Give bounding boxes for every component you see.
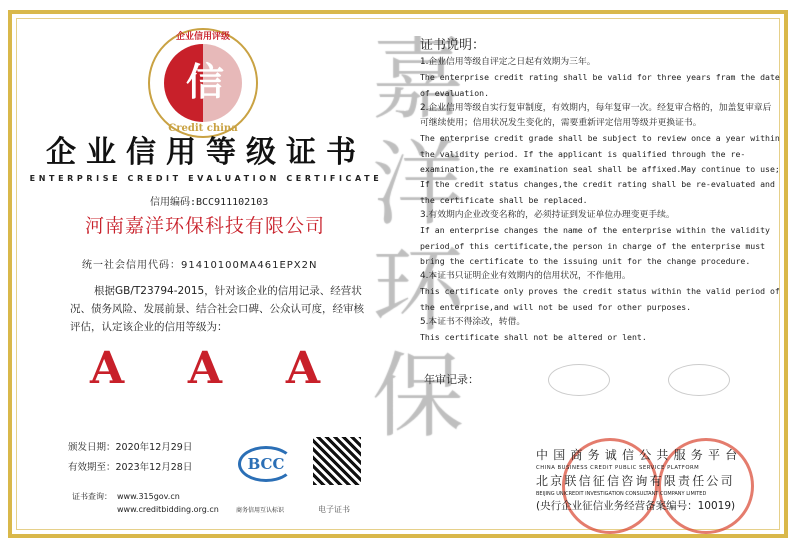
note-en: The enterprise credit grade shall be subject to review once a year within the validity period. If the applicant is qualified through the re-examination,the re examination seal shall be affixed.May continue to use; If the credit status changes,the credit rating shall be re-evaluated and the certificate shall be replaced. xyxy=(420,133,780,205)
url-link[interactable]: www.315gov.cn xyxy=(117,492,180,501)
note-en: The enterprise credit rating shall be valid for three years fram the date of evaluation. xyxy=(420,72,780,98)
grade-letter: A xyxy=(90,343,125,394)
note-cn: 5.本证书不得涂改，转借。 xyxy=(420,317,526,328)
grade-letter: A xyxy=(285,343,320,394)
issuer-cn-2: 北京联信征信咨询有限责任公司 xyxy=(536,474,735,488)
issuer-cn-1: 中国商务诚信公共服务平台 xyxy=(536,448,743,462)
valid-until: 有效期至：2023年12月28日 xyxy=(68,462,193,473)
annual-review-label: 年审记录： xyxy=(424,373,479,386)
issuer-en-1: CHINA BUSINESS CREDIT PUBLIC SERVICE PLATFORM xyxy=(536,465,700,471)
grade-letter: A xyxy=(187,343,223,394)
credit-grade xyxy=(90,344,320,394)
qr-code[interactable] xyxy=(313,437,361,485)
note-cn: 1.企业信用等级自评定之日起有效期为三年。 xyxy=(420,57,596,67)
logo-top-text: 企业信用评级 xyxy=(175,32,230,42)
query-label: 证书查询： xyxy=(72,492,112,501)
note-en: If an enterprise changes the name of the enterprise within the validity period of this certificate,the person in charge of the enterprise must bring the certificate to the issuing unit for the change procedure. xyxy=(420,225,770,266)
certificate-title: 企业信用等级证书 xyxy=(46,135,366,170)
credit-code: 信用编码:BCC911102103 xyxy=(150,197,269,208)
note-en: This certificate shall not be altered or lent. xyxy=(420,332,647,343)
note-cn: 3.有效期内企业改变名称的，必须持证到发证单位办理变更手续。 xyxy=(420,209,675,220)
logo-bottom-text: Credit china xyxy=(168,123,238,134)
note-cn: 2.企业信用等级自实行复审制度，有效期内，每年复审一次。经复审合格的，加盖复审章后可继续使用；信用状况发生变化的，需要重新评定信用等级并更换证书。 xyxy=(420,102,772,129)
issuer-record-number: (央行企业征信业务经营备案编号：10019) xyxy=(536,500,736,512)
certificate-notes xyxy=(420,37,780,346)
qr-caption: 电子证书 xyxy=(318,505,350,514)
query-urls xyxy=(117,490,219,516)
notes-heading: 证书说明： xyxy=(420,38,486,53)
social-credit-code: 统一社会信用代码：91410100MA461EPX2N xyxy=(82,260,318,271)
note-en: This certificate only proves the credit status within the valid period of the enterprise,and will not be used for other purposes. xyxy=(420,286,780,312)
bcc-logo: BCC xyxy=(238,446,294,482)
url-link[interactable]: www.creditbidding.org.cn xyxy=(117,505,219,514)
bcc-caption: 商务信用互认标识 xyxy=(236,507,285,514)
review-seal-slot xyxy=(668,364,730,396)
credit-china-logo xyxy=(148,28,258,138)
logo-glyph: 信 xyxy=(186,59,225,104)
certificate-subtitle: ENTERPRISE CREDIT EVALUATION CERTIFICATE xyxy=(29,174,383,183)
note-cn: 4.本证书只证明企业有效期内的信用状况，不作他用。 xyxy=(420,271,631,282)
review-seal-slot xyxy=(548,364,610,396)
issue-date: 颁发日期：2020年12月29日 xyxy=(68,442,193,453)
issuer-en-2: BEIJING UNICREDIT INVESTIGATION CONSULTANT COMPANY LIMITED xyxy=(536,491,707,497)
rating-statement: 根据GB/T23794-2015，针对该企业的信用记录、经营状况、债务风险、发展前景、结合社会口碑、公众认可度，经审核评估，认定该企业的信用等级为： xyxy=(70,285,364,333)
company-name: 河南嘉洋环保科技有限公司 xyxy=(84,215,325,237)
